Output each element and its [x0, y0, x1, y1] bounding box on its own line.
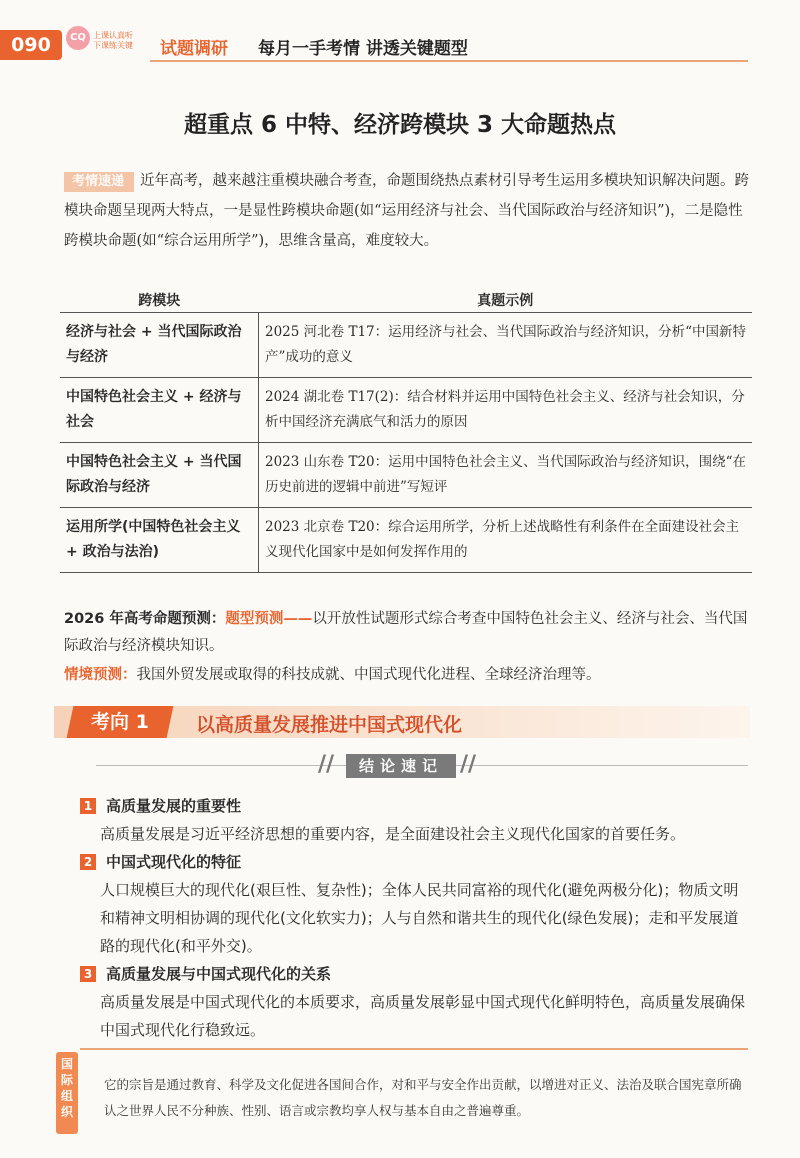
page-title: 超重点 6 中特、经济跨模块 3 大命题热点: [183, 112, 617, 138]
prediction-type-text: 以开放性试题形式综合考查中国特色社会主义、经济与社会、当代国际政治与经济模块知识。: [64, 611, 748, 654]
point-number-badge: 2: [80, 854, 96, 870]
table-row: [60, 313, 752, 378]
point-heading: 2 中国式现代化的特征: [80, 848, 752, 876]
table-header-module: 跨模块: [60, 288, 259, 313]
table-row: [60, 443, 752, 508]
table-cell-example: 2025 河北卷 T17：运用经济与社会、当代国际政治与经济知识，分析“中国新特产”成功的意义: [259, 313, 753, 378]
section-title: 以高质量发展推进中国式现代化: [196, 714, 463, 736]
intro-tag: 考情速递: [64, 172, 134, 192]
footer-text: 它的宗旨是通过教育、科学及文化促进各国间合作，对和平与安全作出贡献，以增进对正义、法治及联合国宪章所确认之世界人民不分种族、性别、语言或宗教均享人权与基本自由之普遍尊重。: [104, 1077, 742, 1118]
conclusion-box-title: 结论速记: [346, 754, 456, 778]
point-heading: 3 高质量发展与中国式现代化的关系: [80, 960, 752, 988]
prediction-lead: 2026 年高考命题预测：: [64, 611, 226, 627]
conclusion-points: [80, 792, 752, 1044]
situation-paragraph: [64, 662, 754, 689]
point-body: 高质量发展是中国式现代化的本质要求，高质量发展彰显中国式现代化鲜明特色，高质量发展确保中国式现代化行稳致远。: [100, 993, 746, 1039]
header-brand: 试题调研: [160, 39, 228, 59]
table-cell-example: 2024 湖北卷 T17(2)：结合材料并运用中国特色社会主义、经济与社会知识，分析中国经济充满底气和活力的原因: [259, 378, 753, 443]
situation-text: 我国外贸发展或取得的科技成就、中国式现代化进程、全球经济治理等。: [136, 667, 601, 683]
table-row: [60, 378, 752, 443]
table-cell-module: 中国特色社会主义 + 当代国际政治与经济: [60, 443, 259, 508]
point-body: 高质量发展是习近平经济思想的重要内容，是全面建设社会主义现代化国家的首要任务。: [100, 825, 686, 843]
situation-label: 情境预测：: [64, 667, 137, 683]
header-subtitle: 每月一手考情 讲透关键题型: [258, 39, 468, 59]
footer-divider: [80, 1048, 748, 1050]
table-cell-module: 运用所学(中国特色社会主义 + 政治与法治): [60, 508, 259, 573]
table-cell-module: 经济与社会 + 当代国际政治与经济: [60, 313, 259, 378]
table-cell-example: 2023 北京卷 T20：综合运用所学，分析上述战略性有利条件在全面建设社会主义现代化国家中是如何发挥作用的: [259, 508, 753, 573]
prediction-type-label: 题型预测——: [225, 611, 313, 627]
page-number: 090: [0, 30, 62, 60]
table-cell-example: 2023 山东卷 T20：运用中国特色社会主义、当代国际政治与经济知识，围绕“在历史前进的逻辑中前进”写短评: [259, 443, 753, 508]
table-header-example: 真题示例: [259, 288, 753, 313]
module-table: [60, 288, 752, 573]
point-number-badge: 1: [80, 798, 96, 814]
header-slogan: 上课认真听 下课练关键: [93, 31, 133, 50]
slash-decoration-icon: //: [460, 752, 477, 777]
table-header-row: [60, 288, 752, 313]
table-row: [60, 508, 752, 573]
page-header: [0, 0, 800, 70]
footer-tag: 国际组织: [56, 1052, 78, 1134]
intro-text: 近年高考，越来越注重模块融合考查，命题围绕热点素材引导考生运用多模块知识解决问题。跨模块命题呈现两大特点，一是显性跨模块命题(如“运用经济与社会、当代国际政治与经济知识”)，二是隐性跨模块命题(如“综合运用所学”)，思维含量高，难度较大。: [64, 173, 750, 249]
header-divider: [150, 60, 748, 62]
table-cell-module: 中国特色社会主义 + 经济与社会: [60, 378, 259, 443]
slash-decoration-icon: //: [318, 752, 335, 777]
brand-logo-icon: CQ: [66, 26, 90, 50]
point-number-badge: 3: [80, 966, 96, 982]
prediction-paragraph: [64, 606, 754, 660]
point-body: 人口规模巨大的现代化(艰巨性、复杂性)；全体人民共同富裕的现代化(避免两极分化)；物质文明和精神文明相协调的现代化(文化软实力)；人与自然和谐共生的现代化(绿色发展)；走和平发展道路的现代化(和平外交)。: [100, 881, 739, 955]
intro-paragraph: [64, 166, 754, 256]
point-heading: 1 高质量发展的重要性: [80, 792, 752, 820]
section-tag: 考向 1: [67, 706, 174, 738]
